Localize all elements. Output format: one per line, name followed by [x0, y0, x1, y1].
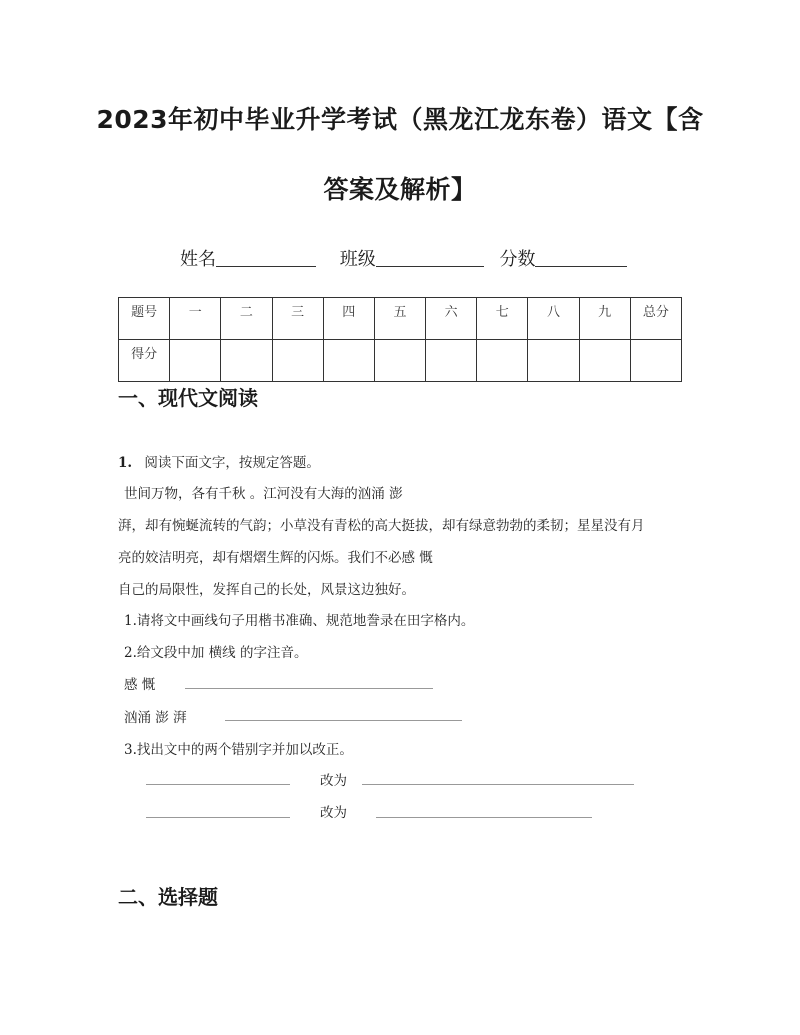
wrong-char-line[interactable] [146, 817, 290, 818]
score-entry-cell[interactable] [426, 340, 477, 382]
passage-line-2: 湃，却有惋蜒流转的气韵；小草没有青松的高大挺拔，却有绿意勃勃的柔韧；星星没有月 [118, 518, 645, 534]
score-entry-cell[interactable] [374, 340, 425, 382]
score-entry-cell[interactable] [477, 340, 528, 382]
score-entry-cell[interactable] [272, 340, 323, 382]
class-label: 班级 [339, 249, 376, 270]
sub-question-2: 2.给文段中加 横线 的字注音。 [124, 645, 308, 661]
wrong-char-line[interactable] [146, 784, 290, 785]
score-table [118, 297, 682, 382]
student-info-line [180, 245, 627, 271]
section-heading-reading: 一、现代文阅读 [118, 386, 258, 410]
score-entry-cell[interactable] [579, 340, 630, 382]
section-heading-choice: 二、选择题 [118, 885, 218, 909]
correction-line[interactable] [362, 784, 634, 785]
pinyin-item-2: 汹涌 澎 湃 [124, 710, 187, 726]
table-cell: 四 [323, 298, 374, 340]
answer-line[interactable] [185, 688, 433, 689]
table-cell: 一 [170, 298, 221, 340]
answer-line[interactable] [225, 720, 462, 721]
score-table-header-row [119, 298, 682, 340]
table-cell: 得分 [119, 340, 170, 382]
table-cell: 六 [426, 298, 477, 340]
document-title-line2: 答案及解析】 [323, 175, 477, 204]
sub-question-3: 3.找出文中的两个错别字并加以改正。 [124, 742, 353, 758]
table-cell: 二 [221, 298, 272, 340]
score-entry-cell[interactable] [323, 340, 374, 382]
score-entry-cell[interactable] [221, 340, 272, 382]
document-title-line1: 2023年初中毕业升学考试（黑龙江龙东卷）语文【含 [96, 105, 704, 134]
question-number: 1. [118, 455, 133, 471]
table-cell: 八 [528, 298, 579, 340]
question-1-prompt [118, 451, 320, 471]
change-to-label-2: 改为 [320, 805, 347, 821]
passage-line-3: 亮的姣洁明亮，却有熠熠生辉的闪烁。我们不必感 慨 [118, 550, 433, 566]
pinyin-item-1: 感 慨 [124, 677, 156, 693]
score-entry-cell[interactable] [170, 340, 221, 382]
table-cell: 七 [477, 298, 528, 340]
table-cell: 五 [374, 298, 425, 340]
class-blank[interactable] [376, 248, 484, 267]
name-label: 姓名 [180, 249, 216, 270]
score-table-score-row [119, 340, 682, 382]
table-cell: 九 [579, 298, 630, 340]
passage-line-1: 世间万物，各有千秋 。江河没有大海的汹涌 澎 [124, 486, 403, 502]
table-cell: 总分 [630, 298, 681, 340]
table-cell: 三 [272, 298, 323, 340]
score-label: 分数 [499, 249, 536, 270]
passage-line-4: 自己的局限性，发挥自己的长处，风景这边独好。 [118, 582, 415, 598]
score-blank[interactable] [535, 248, 627, 267]
correction-line[interactable] [376, 817, 592, 818]
question-prompt-text: 阅读下面文字，按规定答题。 [144, 455, 320, 471]
sub-question-1: 1.请将文中画线句子用楷书准确、规范地誊录在田字格内。 [124, 613, 475, 629]
name-blank[interactable] [216, 248, 316, 267]
change-to-label-1: 改为 [320, 773, 347, 789]
table-cell: 题号 [119, 298, 170, 340]
score-entry-cell[interactable] [630, 340, 681, 382]
score-entry-cell[interactable] [528, 340, 579, 382]
